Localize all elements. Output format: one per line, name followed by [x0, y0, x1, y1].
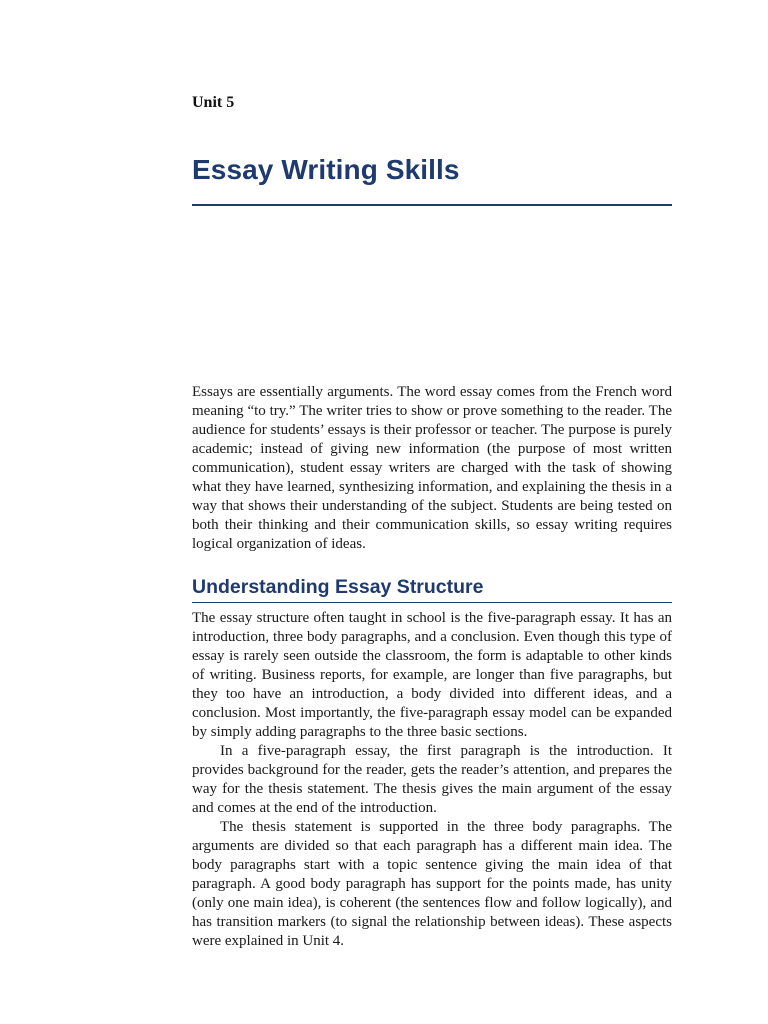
section-paragraph-3: The thesis statement is supported in the three body paragraphs. The arguments are divided so that each paragraph has a different main idea. The body paragraphs start with a topic sentence giving the main idea of that paragraph. A good body paragraph has support for the points made, has unity (only one main idea), is coherent (the sentences flow and follow logically), and has transition markers (to signal the relationship between ideas). These aspects were explained in Unit 4. [192, 819, 672, 949]
chapter-title: Essay Writing Skills [192, 154, 460, 185]
section-body [192, 609, 672, 951]
section-paragraph-2: In a five-paragraph essay, the first paragraph is the introduction. It provides background for the reader, gets the reader’s attention, and prepares the way for the thesis statement. The thesis gives the main argument of the essay and comes at the end of the introduction. [192, 743, 672, 816]
title-divider [192, 204, 672, 206]
section-divider [192, 602, 672, 603]
section-heading: Understanding Essay Structure [192, 576, 484, 598]
section-paragraph-1: The essay structure often taught in school is the five-paragraph essay. It has an introduction, three body paragraphs, and a conclusion. Even though this type of essay is rarely seen outside the classroom, the form is adaptable to other kinds of writing. Business reports, for example, are longer than five paragraphs, but they too have an introduction, a body divided into different ideas, and a conclusion. Most importantly, the five-paragraph essay model can be expanded by simply adding paragraphs to the three basic sections. [192, 610, 672, 740]
unit-label: Unit 5 [192, 94, 235, 111]
intro-paragraph: Essays are essentially arguments. The word essay comes from the French word meaning “to try.” The writer tries to show or prove something to the reader. The audience for students’ essays is their professor or teacher. The purpose is purely academic; instead of giving new information (the purpose of most written communication), student essay writers are charged with the task of showing what they have learned, synthesizing information, and explaining the thesis in a way that shows their understanding of the subject. Students are being tested on both their thinking and their communication skills, so essay writing requires logical organization of ideas. [192, 384, 672, 552]
